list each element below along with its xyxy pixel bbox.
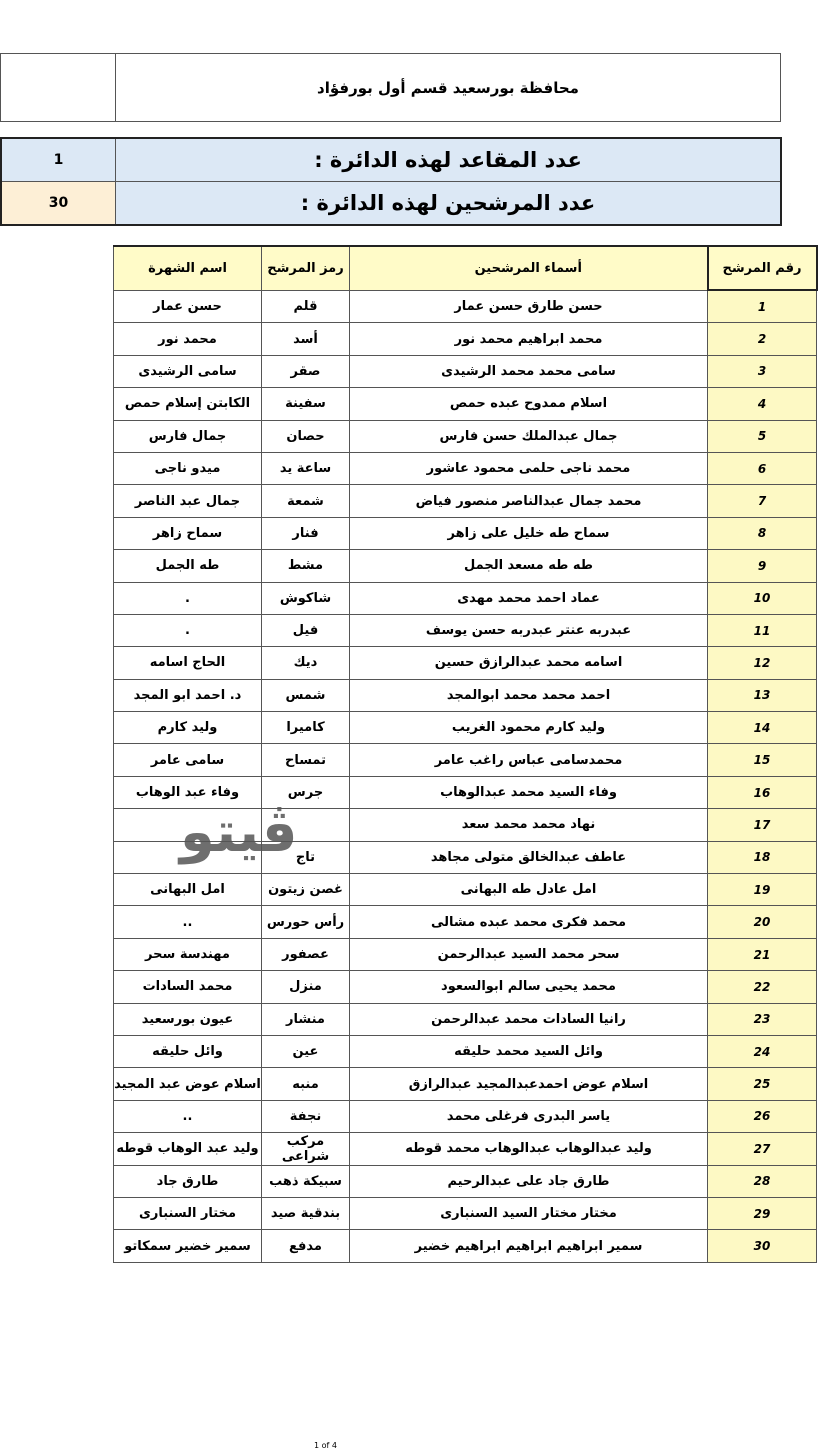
table-row xyxy=(114,1003,817,1035)
candidate-nickname: . xyxy=(114,582,262,614)
candidate-number: 4 xyxy=(708,388,817,420)
candidate-symbol: قلم xyxy=(262,290,350,323)
candidate-nickname: وائل حليقه xyxy=(114,1035,262,1067)
table-row xyxy=(114,874,817,906)
candidate-symbol: فيل xyxy=(262,614,350,646)
candidate-name: اسلام ممدوح عبده حمص xyxy=(350,388,708,420)
candidate-number: 13 xyxy=(708,679,817,711)
candidate-name: عماد احمد محمد مهدى xyxy=(350,582,708,614)
candidate-symbol: منشار xyxy=(262,1003,350,1035)
candidate-symbol: بندقية صيد xyxy=(262,1197,350,1229)
candidate-name: وليد عبدالوهاب عبدالوهاب محمد قوطه xyxy=(350,1133,708,1165)
candidate-nickname: سماح زاهر xyxy=(114,517,262,549)
table-row xyxy=(114,452,817,484)
header-symbol: رمز المرشح xyxy=(262,246,350,290)
header-number: رقم المرشح xyxy=(708,246,817,290)
table-row xyxy=(114,938,817,970)
candidate-name: محمد فكرى محمد عبده مشالى xyxy=(350,906,708,938)
table-row xyxy=(114,355,817,387)
candidate-nickname: طارق جاد xyxy=(114,1165,262,1197)
table-row xyxy=(114,388,817,420)
candidate-name: احمد محمد محمد ابوالمجد xyxy=(350,679,708,711)
candidate-name: عاطف عبدالخالق متولى مجاهد xyxy=(350,841,708,873)
table-row xyxy=(114,550,817,582)
candidate-name: محمدسامى عباس راغب عامر xyxy=(350,744,708,776)
candidate-symbol: حصان xyxy=(262,420,350,452)
candidate-number: 22 xyxy=(708,971,817,1003)
candidate-name: سحر محمد السيد عبدالرحمن xyxy=(350,938,708,970)
candidate-nickname: حسن عمار xyxy=(114,290,262,323)
seats-value: 1 xyxy=(2,139,116,181)
candidate-number: 5 xyxy=(708,420,817,452)
header-name: أسماء المرشحين xyxy=(350,246,708,290)
candidate-symbol: سبيكة ذهب xyxy=(262,1165,350,1197)
candidate-name: اسلام عوض احمدعبدالمجيد عبدالرازق xyxy=(350,1068,708,1100)
candidates-count-value: 30 xyxy=(2,182,116,224)
table-row xyxy=(114,906,817,938)
table-row xyxy=(114,614,817,646)
candidate-nickname: عيون بورسعيد xyxy=(114,1003,262,1035)
candidate-nickname: وفاء عبد الوهاب xyxy=(114,776,262,808)
table-row xyxy=(114,971,817,1003)
candidate-symbol: تاج xyxy=(262,841,350,873)
candidate-number: 12 xyxy=(708,647,817,679)
candidate-nickname: وليد عبد الوهاب قوطه xyxy=(114,1133,262,1165)
candidate-number: 16 xyxy=(708,776,817,808)
candidate-nickname: سمير خضير سمكاتو xyxy=(114,1230,262,1262)
candidate-number: 2 xyxy=(708,323,817,355)
candidate-nickname: .. xyxy=(114,906,262,938)
table-row xyxy=(114,647,817,679)
candidate-name: محمد يحيى سالم ابوالسعود xyxy=(350,971,708,1003)
table-row xyxy=(114,1035,817,1067)
candidate-symbol: مركب شراعى xyxy=(262,1133,350,1165)
candidates-table xyxy=(113,245,818,1263)
candidate-name: اسامه محمد عبدالرازق حسين xyxy=(350,647,708,679)
candidate-number: 1 xyxy=(708,290,817,323)
candidate-name: طه طه مسعد الجمل xyxy=(350,550,708,582)
candidate-name: امل عادل طه البهانى xyxy=(350,874,708,906)
candidate-nickname: وليد كارم xyxy=(114,712,262,744)
candidate-nickname: محمد نور xyxy=(114,323,262,355)
candidate-number: 26 xyxy=(708,1100,817,1132)
candidate-name: سماح طه خليل على زاهر xyxy=(350,517,708,549)
table-row xyxy=(114,323,817,355)
table-row xyxy=(114,679,817,711)
candidate-symbol: تمساح xyxy=(262,744,350,776)
candidate-name: حسن طارق حسن عمار xyxy=(350,290,708,323)
candidate-nickname: ميدو ناجى xyxy=(114,452,262,484)
candidate-nickname: . xyxy=(114,614,262,646)
candidate-symbol: نجفة xyxy=(262,1100,350,1132)
candidate-nickname: سامى عامر xyxy=(114,744,262,776)
candidate-number: 27 xyxy=(708,1133,817,1165)
table-row xyxy=(114,1100,817,1132)
candidate-nickname: طه الجمل xyxy=(114,550,262,582)
governorate-header xyxy=(0,53,781,122)
candidate-number: 15 xyxy=(708,744,817,776)
candidate-number: 3 xyxy=(708,355,817,387)
candidate-number: 29 xyxy=(708,1197,817,1229)
candidate-nickname: الكابتن إسلام حمص xyxy=(114,388,262,420)
table-row xyxy=(114,1230,817,1262)
candidate-name: وليد كارم محمود الغريب xyxy=(350,712,708,744)
seats-label: عدد المقاعد لهذه الدائرة : xyxy=(116,139,780,181)
candidate-name: محمد ابراهيم محمد نور xyxy=(350,323,708,355)
candidate-nickname: جمال فارس xyxy=(114,420,262,452)
candidate-symbol: منبه xyxy=(262,1068,350,1100)
candidate-symbol: ديك xyxy=(262,647,350,679)
candidate-nickname: سامى الرشيدى xyxy=(114,355,262,387)
candidate-number: 19 xyxy=(708,874,817,906)
candidate-symbol: شمس xyxy=(262,679,350,711)
candidate-nickname: .. xyxy=(114,1100,262,1132)
candidate-nickname: د. احمد ابو المجد xyxy=(114,679,262,711)
candidate-name: وائل السيد محمد حليقه xyxy=(350,1035,708,1067)
candidate-symbol: جرس xyxy=(262,776,350,808)
candidate-number: 18 xyxy=(708,841,817,873)
seats-row xyxy=(2,139,780,181)
candidate-name: نهاد محمد محمد سعد xyxy=(350,809,708,841)
table-row xyxy=(114,1133,817,1165)
candidate-nickname: مختار السنبارى xyxy=(114,1197,262,1229)
candidate-nickname: امل البهانى xyxy=(114,874,262,906)
candidate-number: 7 xyxy=(708,485,817,517)
candidate-number: 11 xyxy=(708,614,817,646)
candidate-name: مختار مختار السيد السنبارى xyxy=(350,1197,708,1229)
candidate-symbol: صقر xyxy=(262,355,350,387)
candidate-number: 9 xyxy=(708,550,817,582)
table-row xyxy=(114,712,817,744)
candidate-name: رانيا السادات محمد عبدالرحمن xyxy=(350,1003,708,1035)
candidate-symbol: عين xyxy=(262,1035,350,1067)
table-row xyxy=(114,744,817,776)
candidate-number: 10 xyxy=(708,582,817,614)
candidate-symbol: شمعة xyxy=(262,485,350,517)
candidate-number: 30 xyxy=(708,1230,817,1262)
candidates-count-row xyxy=(2,181,780,224)
candidate-symbol: عصفور xyxy=(262,938,350,970)
page-number: 1 of 4 xyxy=(314,1441,337,1450)
table-row xyxy=(114,1197,817,1229)
candidate-symbol: فنار xyxy=(262,517,350,549)
candidate-nickname: مهندسة سحر xyxy=(114,938,262,970)
table-row xyxy=(114,485,817,517)
candidate-number: 28 xyxy=(708,1165,817,1197)
candidate-symbol: منزل xyxy=(262,971,350,1003)
candidate-symbol: ساعة يد xyxy=(262,452,350,484)
table-header-row xyxy=(114,246,817,290)
candidate-number: 23 xyxy=(708,1003,817,1035)
candidate-number: 25 xyxy=(708,1068,817,1100)
district-info xyxy=(0,137,782,226)
candidate-name: وفاء السيد محمد عبدالوهاب xyxy=(350,776,708,808)
candidate-symbol: مشط xyxy=(262,550,350,582)
candidate-nickname: محمد السادات xyxy=(114,971,262,1003)
candidate-name: سمير ابراهيم ابراهيم ابراهيم خضير xyxy=(350,1230,708,1262)
candidate-name: ياسر البدرى فرغلى محمد xyxy=(350,1100,708,1132)
candidates-count-label: عدد المرشحين لهذه الدائرة : xyxy=(116,182,780,224)
candidate-nickname: اسلام عوض عبد المجيد xyxy=(114,1068,262,1100)
table-row xyxy=(114,517,817,549)
candidate-symbol: سفينة xyxy=(262,388,350,420)
candidate-number: 14 xyxy=(708,712,817,744)
candidate-symbol: أسد xyxy=(262,323,350,355)
governorate-title: محافظة بورسعيد قسم أول بورفؤاد xyxy=(317,78,579,97)
veto-watermark-logo: ڤيتو xyxy=(180,800,298,865)
candidate-name: عبدربه عنتر عبدربه حسن يوسف xyxy=(350,614,708,646)
candidate-name: محمد ناجى حلمى محمود عاشور xyxy=(350,452,708,484)
candidate-symbol: شاكوش xyxy=(262,582,350,614)
candidate-symbol: كاميرا xyxy=(262,712,350,744)
table-row xyxy=(114,582,817,614)
candidate-number: 8 xyxy=(708,517,817,549)
candidate-name: سامى محمد محمد الرشيدى xyxy=(350,355,708,387)
table-row xyxy=(114,420,817,452)
table-row xyxy=(114,1165,817,1197)
table-row xyxy=(114,1068,817,1100)
candidate-symbol: غصن زيتون xyxy=(262,874,350,906)
candidate-number: 21 xyxy=(708,938,817,970)
candidate-name: طارق جاد على عبدالرحيم xyxy=(350,1165,708,1197)
header-nickname: اسم الشهرة xyxy=(114,246,262,290)
candidate-nickname: جمال عبد الناصر xyxy=(114,485,262,517)
table-row xyxy=(114,290,817,323)
candidate-number: 24 xyxy=(708,1035,817,1067)
candidate-symbol: مدفع xyxy=(262,1230,350,1262)
candidate-symbol: رأس حورس xyxy=(262,906,350,938)
candidate-name: جمال عبدالملك حسن فارس xyxy=(350,420,708,452)
candidate-number: 20 xyxy=(708,906,817,938)
header-empty-cell xyxy=(1,54,116,121)
candidate-name: محمد جمال عبدالناصر منصور فياض xyxy=(350,485,708,517)
candidate-number: 6 xyxy=(708,452,817,484)
candidate-number: 17 xyxy=(708,809,817,841)
candidate-nickname: الحاج اسامه xyxy=(114,647,262,679)
